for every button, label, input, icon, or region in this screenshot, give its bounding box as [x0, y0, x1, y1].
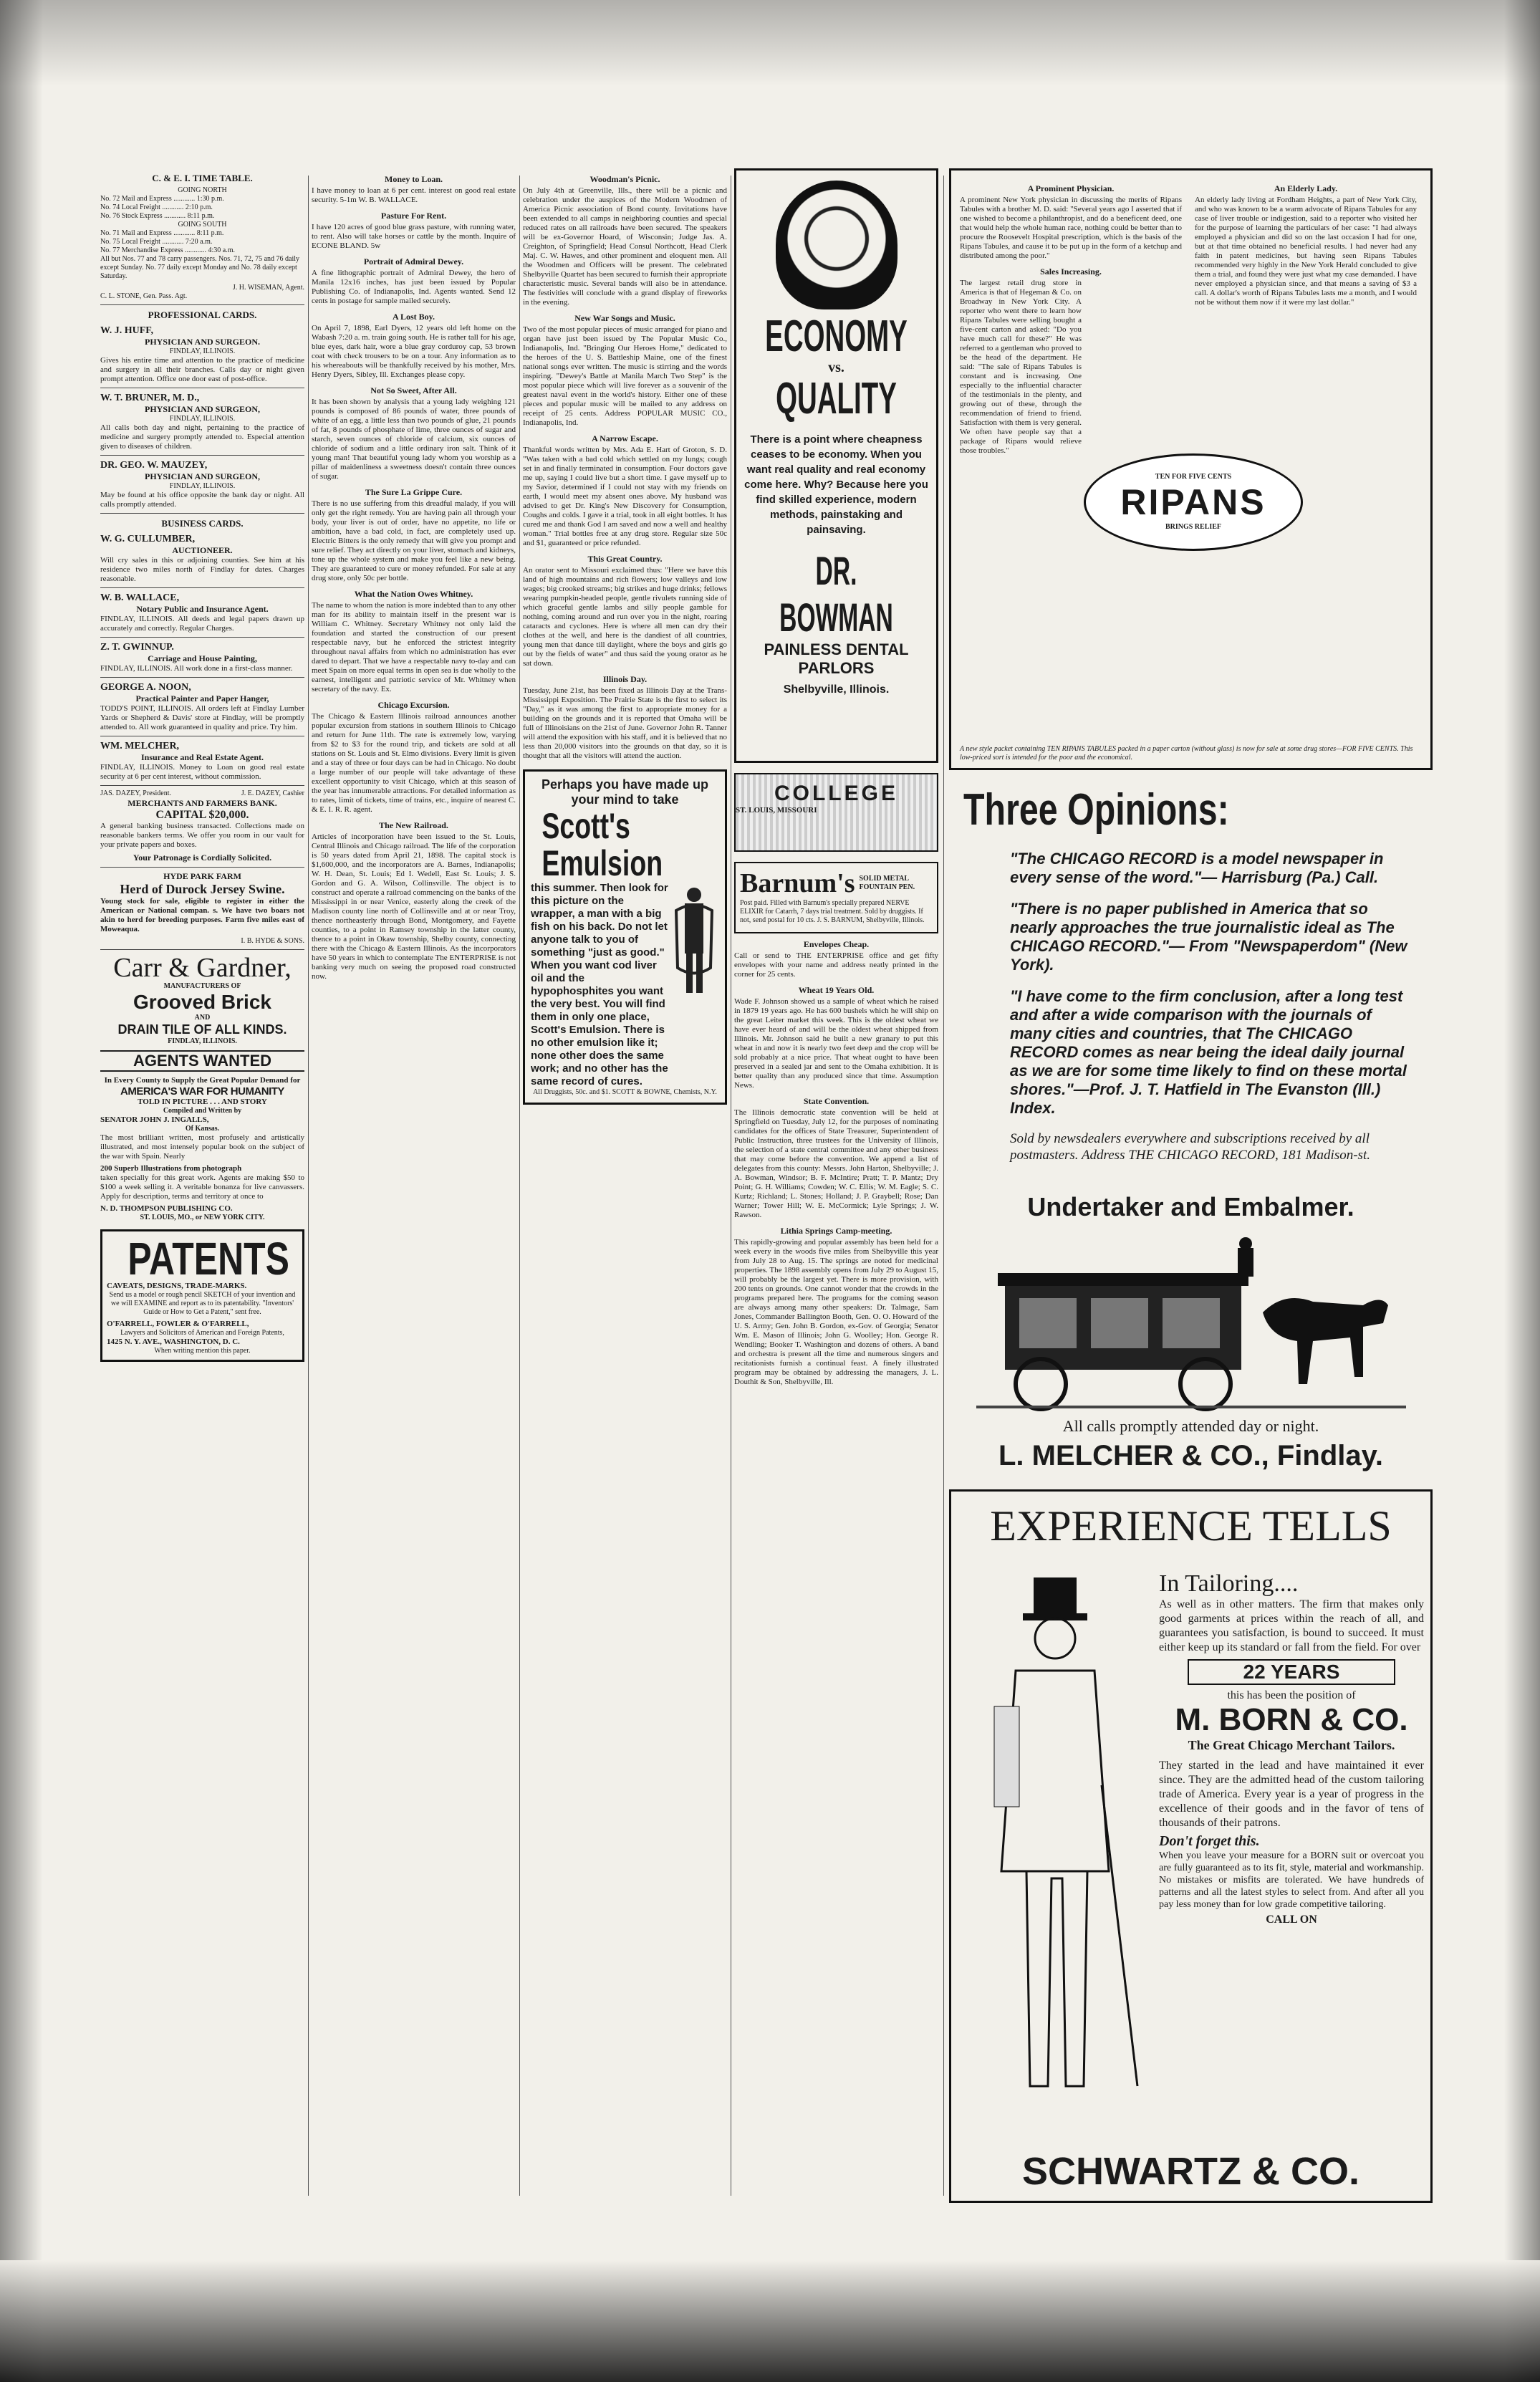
- barnum-sub: SOLID METAL FOUNTAIN PEN.: [859, 875, 915, 891]
- bank-president: JAS. DAZEY, President.: [100, 789, 171, 797]
- business-cards-header: BUSINESS CARDS.: [161, 518, 244, 529]
- timetable-agent: J. H. WISEMAN, Agent.: [232, 284, 304, 292]
- experience-title: EXPERIENCE TELLS: [990, 1502, 1392, 1550]
- agents-body: The most brilliant written, most profusely and artistically illustrated, and most intensely popular book on the subject of the war with Spain. Nearly: [100, 1133, 304, 1161]
- agents-compiled: Compiled and Written by: [163, 1107, 242, 1115]
- patents-ad: [100, 1229, 304, 1362]
- article-body: I have 120 acres of good blue grass pasture, with running water, to rent. Also will take horses or cattle by the month. Inquire of ECONE BLAND. 5w: [312, 223, 516, 250]
- undertaker-title: Undertaker and Embalmer.: [1027, 1192, 1354, 1221]
- ripans-logo-bottom: BRINGS RELIEF: [1165, 523, 1222, 531]
- article-head: A Lost Boy.: [392, 312, 435, 322]
- article-head: The New Railroad.: [379, 820, 448, 830]
- column-4: [734, 168, 938, 1390]
- patents-title: PATENTS: [127, 1233, 289, 1284]
- card-name: GEORGE A. NOON,: [100, 682, 191, 693]
- patents-addr: 1425 N. Y. AVE., WASHINGTON, D. C.: [107, 1338, 240, 1346]
- ripans-left-head: A Prominent Physician.: [1027, 183, 1115, 193]
- article-head: State Convention.: [803, 1096, 870, 1106]
- article-head: Portrait of Admiral Dewey.: [363, 256, 464, 266]
- divider: [100, 513, 304, 514]
- divider: [100, 455, 304, 456]
- experience-tells-ad: [949, 1489, 1433, 2203]
- card-title: PHYSICIAN AND SURGEON.: [144, 337, 261, 347]
- ripans-logo-top: TEN FOR FIVE CENTS: [1155, 473, 1232, 481]
- bank-body: A general banking business transacted. Collections made on reasonable bankers terms. We offer you room in our vault for your private papers and boxes.: [100, 822, 304, 849]
- card-title: Practical Painter and Paper Hanger,: [135, 693, 269, 703]
- experience-body-3: When you leave your measure for a BORN suit or overcoat you are fully guaranteed as to its fit, style, material and workmanship. No mistakes or misfits are tolerated. We have hundreds of patterns and all the latest styles to select from. And after all you pay less money than for low grade competitive tailoring.: [1159, 1850, 1424, 1910]
- card-name: W. J. HUFF,: [100, 325, 154, 336]
- timetable-south-3: No. 77 Merchandise Express ............ 4:30 a.m.: [100, 246, 236, 254]
- professional-cards-header: PROFESSIONAL CARDS.: [148, 309, 257, 320]
- ripans-right-head: An Elderly Lady.: [1274, 183, 1338, 193]
- agents-ad: [100, 1050, 304, 1222]
- scott-name-1: Scott's: [542, 806, 630, 846]
- article-head: Money to Loan.: [385, 174, 443, 184]
- article-body: On April 7, 1898, Earl Dyers, 12 years old left home on the Wabash 7:20 a. m. train going south. He is rather tall for his age, blue eyes, dark hair, wore a blue gray corduroy cap, 53 brown coat with check trousers to be on a tour. Any information as to his whereabouts will be thankfully received by his mother, Mrs. Henry Dyers, Sibley, Ill. Exchanges please copy.: [312, 324, 516, 379]
- timetable-note: All but Nos. 77 and 78 carry passengers. Nos. 71, 72, 75 and 76 daily except Sunday. No. 77 daily except Monday and No. 78 daily except Saturday.: [100, 255, 300, 280]
- card-title: Insurance and Real Estate Agent.: [140, 752, 264, 762]
- carr-gardner-ad: [100, 954, 304, 1046]
- economy-painless: PAINLESS DENTAL PARLORS: [764, 640, 909, 677]
- article-body: The Chicago & Eastern Illinois railroad announces another popular excursion from stations in southern Illinois to Chicago and return for June 11th. The rate is extremely low, varying from $2 to $3 for the round trip, and tickets are sold at all stations on St. Louis and St. Elmo divisions. Every limit is given and a stay of three or four days can be had in Chicago. No doubt a large number of our people will take advantage of these excellent opportunity to visit Chicago, which at this season of the year has innumerable attractions. For detailed information as to rates, limit of tickets, time of trains, etc., inquire of nearest C. & E. I. R. R. agent.: [312, 712, 516, 814]
- ripans-left-body-2: The largest retail drug store in America is that of Hegeman & Co. on Broadway in New York City. A reporter who went there to learn how Ripans Tabules were selling bought a five-cent carton and asked: "Do you have much call for these?" He was referred to a gentleman who proved to be the head of the department. He said: "The sale of Ripans Tabules is constant and is increasing. One especially to the influential character of the testimonials in the plenty, and growing out of these, through the recommendation of friend to friend. Satisfaction with them is very general. We often have people say that a package of Ripans would relieve those troubles.": [960, 279, 1082, 455]
- timetable-south-1: No. 71 Mail and Express ............ 8:11 p.m.: [100, 229, 224, 237]
- record-note: Sold by newsdealers everywhere and subscriptions received by all postmasters. Address THE CHICAGO RECORD, 181 Madison-st.: [1010, 1131, 1370, 1163]
- card-name: W. T. BRUNER, M. D.,: [100, 393, 200, 403]
- article-head: Chicago Excursion.: [377, 700, 450, 710]
- article-body: This rapidly-growing and popular assembly has been held for a week every in the woods five miles from Shelbyville this year from July 28 to Aug. 15. The springs are noted for medicinal properties. The 1898 assembly opens from July 29 to August 15, will probably be the largest yet. There is more provision, with 200 tents on grounds. One cannot wonder that the crowds in the programs prepared here. The programs for the coming season are always among many other speakers: Dr. Talmage, Sam Jones, Commander Ballington Booth, Gen. O. O. Howard of the U. S. Army; Gen. John B. Gordon, ex-Gov. of Georgia; Senator Wm. E. Mason of Illinois; John G. Woolley; Hon. George R. Wendling; Booker T. Washington and dozens of others. A band and orchestra is present all the time and numerous singers and recitationists furnish a continual feast. A finely illustrated program may be obtained by addressing the managers, J. L. Douthit & Son, Shelbyville, Ill.: [734, 1238, 938, 1386]
- patents-body: Send us a model or rough pencil SKETCH of your invention and we will EXAMINE and report as to its patentability. "Inventors' Guide or How to Get a Patent," sent free.: [109, 1291, 296, 1316]
- card-body: FINDLAY, ILLINOIS. Money to Loan on good real estate security at 6 per cent interest, without commission.: [100, 763, 304, 781]
- right-section: [949, 168, 1433, 2203]
- hearse-illustration: [976, 1234, 1406, 1413]
- agents-pubplace: ST. LOUIS, MO., or NEW YORK CITY.: [140, 1214, 265, 1221]
- article-body: There is no use suffering from this dreadful malady, if you will only get the right remedy. You are having pain all through your body, your liver is out of order, have no appetite, no life or ambition, have a bad cold, in fact, are completely used up. Electric Bitters is the only remedy that will give you prompt and sure relief. They act directly on your liver, stomach and kidneys, tone up the whole system and make you feel like a new being. They are guaranteed to cure or money refunded. For sale at any drug store, only 50c per bottle.: [312, 499, 516, 582]
- agents-publisher: N. D. THOMPSON PUBLISHING CO.: [100, 1204, 233, 1213]
- scott-emulsion-ad: [523, 769, 727, 1105]
- column-rule: [308, 176, 309, 2196]
- economy-ad: [734, 168, 938, 763]
- timetable-gpa: C. L. STONE, Gen. Pass. Agt.: [100, 292, 188, 300]
- card-body: FINDLAY, ILLINOIS. All work done in a first-class manner.: [100, 664, 293, 673]
- article-body: A fine lithographic portrait of Admiral Dewey, the hero of Manila 12x16 inches, has just been issued by Popular Publishing Co. of Indianapolis, Ind. Agents wanted. Send 12 cents in postage for sample mailed securely.: [312, 269, 516, 305]
- ripans-left-head-2: Sales Increasing.: [1040, 266, 1102, 277]
- card-name: DR. GEO. W. MAUZEY,: [100, 460, 208, 471]
- economy-dr: DR. BOWMAN: [779, 548, 893, 640]
- article-head: New War Songs and Music.: [574, 313, 675, 323]
- experience-copy: [1159, 1570, 1424, 1926]
- bank-tagline: Your Patronage is Cordially Solicited.: [133, 853, 272, 863]
- barnum-title: Barnum's: [740, 868, 855, 898]
- carr-drain: DRAIN TILE OF ALL KINDS.: [117, 1022, 287, 1037]
- card-name: WM. MELCHER,: [100, 741, 180, 751]
- scan-shadow-left: [0, 0, 43, 2382]
- article-body: Articles of incorporation have been issued to the St. Louis, Central Illinois and Chicago railroad. The life of the corporation is 50 years dated from April 21, 1898. The capital stock is $1,600,000, and the incorporators are A. Barnes, Indianapolis; W. H. Dean, St. Louis; Ed I. Wedell, East St. Louis; J. S. Gordon and G. A. Wilson, Collinsville. The object is to construct and operate a railroad commencing on the banks of the Mississippi in or near Venice, easterly along the creek of the Madison county line north of Collinsville and at or near Troy, thence northeasterly through Bond, Montgomery, and Fayette counties, to a point in Ramsey township in the latter county, thence to a point in Okaw township, Shelby county, connecting there with the Chicago & Eastern Illinois. As the incorporators have 50 years in which to contemplate The ENTERPRISE is not banking very much on seeing the proposed road constructed now.: [312, 832, 516, 981]
- newspaper-page: [93, 168, 1433, 2217]
- schwartz-name: SCHWARTZ & CO.: [1022, 2150, 1359, 2193]
- ripans-right: [1195, 178, 1417, 310]
- agents-book: AMERICA'S WAR FOR HUMANITY: [120, 1085, 284, 1098]
- article-head: Envelopes Cheap.: [803, 939, 870, 949]
- card-body: Gives his entire time and attention to the practice of medicine and surgery in all their branches. Calls day or night given prompt attention. Office one door east of post-office.: [100, 356, 304, 383]
- article-head: Wheat 19 Years Old.: [798, 985, 875, 995]
- divider: [100, 304, 304, 305]
- article-body: On July 4th at Greenville, Ills., there will be a picnic and celebration under the auspices of the Modern Woodmen of America Picnic association of Bond county. Invitations have been extended to all camps in neighboring counties and special reduced rates on all railroads have been secured. The speakers will be ex-Governor Hoard, of Wisconsin; Judge Jas. A. Creighton, of Springfield; Head Consul Northcott, Head Clerk Maj. C. W. Hawes, and other prominent and eloquent men. All the Woodmen and Officers will be present. The celebrated Shelbyville Quartet has been secured to furnish their appropriate characteristic music. Several bands will also be in attendance. The festivities will conclude with a grand display of fireworks in the evening.: [523, 186, 727, 307]
- scan-shadow-top: [0, 0, 1540, 86]
- gentleman-illustration: [966, 1570, 1145, 2122]
- economy-town: Shelbyville, Illinois.: [783, 683, 890, 696]
- article-head: Pasture For Rent.: [380, 211, 447, 221]
- economy-vs: vs.: [828, 360, 844, 375]
- column-1: [100, 168, 304, 1362]
- economy-word: ECONOMY: [765, 312, 908, 361]
- agents-state: Of Kansas.: [185, 1125, 220, 1133]
- timetable-south-2: No. 75 Local Freight ............ 7:20 a.m.: [100, 238, 213, 246]
- scan-shadow-right: [1504, 0, 1540, 2382]
- quote-2: "There is no paper published in America that so nearly approaches the true journalistic ideal as The CHICAGO RECORD."— From "Newspaperdom" (New York).: [1010, 900, 1407, 974]
- agents-body2: taken specially for this great work. Agents are making $50 to $100 a week selling it. A veritable bonanza for live canvassers. Apply for description, terms and territory at once to: [100, 1173, 304, 1201]
- quote-1: "The CHICAGO RECORD is a model newspaper in every sense of the word."— Harrisburg (Pa.) Call.: [1010, 850, 1384, 886]
- college-sub: ST. LOUIS, MISSOURI: [736, 806, 817, 815]
- experience-forget: Don't forget this.: [1159, 1833, 1260, 1849]
- carr-brick: Grooved Brick: [133, 991, 271, 1013]
- carr-place: FINDLAY, ILLINOIS.: [168, 1037, 237, 1045]
- experience-years: 22 YEARS: [1188, 1659, 1395, 1685]
- carr-mfr: MANUFACTURERS OF: [163, 982, 241, 990]
- column-rule: [519, 176, 520, 2196]
- divider: [100, 677, 304, 678]
- experience-born: M. BORN & CO.: [1175, 1702, 1408, 1737]
- college-ad: [734, 773, 938, 852]
- article-head: Not So Sweet, After All.: [370, 385, 457, 395]
- divider: [100, 867, 304, 868]
- article-head: This Great Country.: [587, 554, 663, 564]
- card-place: FINDLAY, ILLINOIS.: [169, 415, 236, 423]
- experience-body: As well as in other matters. The firm that makes only good garments at prices within the reach of all, and guarantees you satisfaction, is bound to succeed. It must either keep up its standard or fall from the field. For over: [1159, 1598, 1424, 1653]
- barnum-ad: [734, 862, 938, 933]
- timetable-south-label: GOING SOUTH: [178, 221, 227, 229]
- article-body: The Illinois democratic state convention will be held at Springfield on Tuesday, July 12, for the purposes of nominating candidates for the offices of State Treasurer, Superintendent of Public Instruction, three trustees for the University of Illinois, the selection of a state central committee and any other business that may come before the convention. We append a list of delegates from this county: Messrs. John Harton, Shelbyville; J. A. Bowman, Windsor; B. F. McIntire; Pratt; T. P. Mantz; Dry Point; G. H. Williams; Cowden; W. C. Ellis; W. M. Eagle; S. C. Kurtz; Richland; L. Stones; Holland; J. P. Graybell; Rose; Dan Warner; Tower Hill; W. E. McCormick; Lyle Springs; J. W. Rawson.: [734, 1108, 938, 1219]
- undertaker-firm: L. MELCHER & CO., Findlay.: [998, 1440, 1384, 1471]
- quality-word: QUALITY: [776, 374, 897, 423]
- column-3: [523, 168, 727, 1105]
- agents-header: AGENTS WANTED: [100, 1050, 304, 1072]
- college-title: COLLEGE: [774, 782, 898, 805]
- patents-firm-sub: Lawyers and Solicitors of American and Foreign Patents,: [120, 1329, 284, 1337]
- ripans-logo: [1084, 453, 1303, 551]
- card-body: Will cry sales in this or adjoining counties. See him at his residence two miles north of Findlay for dates. Charges reasonable.: [100, 556, 304, 583]
- timetable-north-3: No. 76 Stock Express ............ 8:11 p.m.: [100, 212, 215, 220]
- agents-illus: 200 Superb Illustrations from photograph: [100, 1164, 242, 1173]
- experience-call: CALL ON: [1266, 1913, 1317, 1926]
- scott-foot: All Druggists, 50c. and $1. SCOTT & BOWNE, Chemists, N.Y.: [533, 1088, 717, 1096]
- hyde-farm: HYDE PARK FARM: [163, 871, 241, 881]
- experience-position: this has been the position of: [1227, 1689, 1356, 1701]
- timetable-north-label: GOING NORTH: [178, 186, 227, 194]
- ripans-ad: [949, 168, 1433, 770]
- experience-born-sub: The Great Chicago Merchant Tailors.: [1188, 1738, 1395, 1752]
- column-2: [312, 168, 516, 984]
- ripans-logo-text: RIPANS: [1120, 482, 1266, 522]
- scott-lead: Perhaps you have made up your mind to take: [541, 777, 709, 807]
- bank-officers: [100, 789, 304, 798]
- card-place: FINDLAY, ILLINOIS.: [169, 482, 236, 490]
- ripans-left: [960, 178, 1182, 458]
- bank-capital: CAPITAL $20,000.: [155, 809, 249, 821]
- card-title: PHYSICIAN AND SURGEON,: [144, 471, 261, 481]
- article-body: Wade F. Johnson showed us a sample of wheat which he raised in 1879 19 years ago. He has 600 bushels which he will ship on the great Leiter market this week. This is the oldest wheat we have ever heard of and will be the oldest wheat shipped from Illinois. Mr. Johnson said he built a new granary to put this wheat in and now it is nearly two feet deep and the crop will be sold probably at a nice price. That wheat ought to have been preserved in a sealed jar and sent to the Omaha exhibition. It is better quality than any produced since that time. Assumption News.: [734, 997, 938, 1090]
- article-body: The name to whom the nation is more indebted than to any other man for its ability to maintain itself in the present war is William C. Whitney. Secretary Whitney not only laid the foundation and started the construction of our present respectable navy, but he enforced the strictest integrity throughout naval affairs from which no administration has ever dared to depart. That we have a respectable navy to-day and can meet Spain on more equal terms in open sea is due wholly to the earnest, intelligent and patriotic service of Mr. Whitney when secretary of the navy. Ex.: [312, 601, 516, 693]
- card-body: All calls both day and night, pertaining to the practice of medicine and surgery promptly attended to. Especial attention given to diseases of children.: [100, 423, 304, 451]
- barnum-body: Post paid. Filled with Barnum's specially prepared NERVE ELIXIR for Catarrh, 7 days trial treatment. Sold by druggists. If not, send postal for 10 cts. J. S. BARNUM, Shelbyville, Illinois.: [740, 899, 925, 924]
- divider: [100, 587, 304, 588]
- economy-body: There is a point where cheapness ceases to be economy. When you want real quality and real economy come here. Why? Because here you find skilled experience, modern methods, painstaking and painsaving.: [744, 433, 928, 536]
- divider: [100, 637, 304, 638]
- three-opinions-title: Three Opinions:: [963, 785, 1229, 835]
- carr-and: AND: [194, 1014, 211, 1022]
- article-head: Woodman's Picnic.: [589, 174, 660, 184]
- fisherman-icon: [669, 882, 719, 1004]
- article-body: Two of the most popular pieces of music arranged for piano and organ have just been issued by The Popular Music Co., Indianapolis, Ind. "Bringing Our Heroes Home," dedicated to the heroes of the U. S. Battleship Maine, one of the finest national songs ever written. The music is stirring and the words inspiring. "Dewey's Battle at Manila March Two Step" is the most popular piece which will live forever as a souvenir of the greatest naval event in the world's history. Either one of these pieces and popular music will be mailed to any address on receipt of 25 cents. Address POPULAR MUSIC CO., Indianapolis, Ind.: [523, 325, 727, 427]
- quote-3: "I have come to the firm conclusion, after a long test and after a wide comparison with the journals of many cities and countries, that The CHICAGO RECORD comes as near being the ideal daily journal as we are for some time likely to find on these mortal shores."—Prof. J. T. Hatfield in The Evanston (Ill.) Index.: [1010, 987, 1407, 1117]
- ripans-right-body: An elderly lady living at Fordham Heights, a part of New York City, and who was known to be a warm advocate of Ripans Tabules for any case of liver trouble or indigestion, said to a reporter who visited her for the purpose of learning the particulars of her case: "I had always employed a physician and did so on the last occasion I had for one, but at that time obtained no beneficial results. I had never had any faith in patent medicines, but having seen Ripans Tabules recommended very highly in the New York Herald concluded to give them a trial, and found they were just what my case demanded. I have never employed a physician since, and that means a saving of $3 a call. A dollar's worth of Ripans Tabules lasts me a month, and I would not be without them now if it were my last dollar.": [1195, 196, 1417, 307]
- undertaker-calls: All calls promptly attended day or night.: [1062, 1417, 1319, 1435]
- article-body: It has been shown by analysis that a young lady weighing 121 pounds is composed of 86 pounds of water, three pounds of white of an egg, a little less than two pounds of glue, 21 pounds of fat, 8 pounds of phosphate of lime, three ounces of sugar and starch, seven ounces of chloride of calcium, six ounces of chloride of sodium and a little ordinary iron salt. Think of it young man! That beautiful young lady whom you worship as a pillar of maidenliness a sweetness doesn't contain three ounces of sugar.: [312, 398, 516, 481]
- patents-foot: When writing mention this paper.: [154, 1347, 251, 1355]
- card-body: FINDLAY, ILLINOIS. All deeds and legal papers drawn up accurately and correctly. Regular Charges.: [100, 615, 304, 633]
- article-body: Call or send to THE ENTERPRISE office and get fifty envelopes with your name and address neatly printed in the corner for 25 cents.: [734, 951, 938, 979]
- experience-body-2: They started in the lead and have maintained it ever since. They are the admitted head of the custom tailoring trade of America. Every year is a year of progress in the excellence of their goods and in the favor of tens of thousands of their patrons.: [1159, 1759, 1424, 1829]
- agents-sub: In Every County to Supply the Great Popular Demand for: [104, 1076, 301, 1085]
- timetable-north-1: No. 72 Mail and Express ............ 1:30 p.m.: [100, 195, 224, 203]
- hyde-body: Young stock for sale, eligible to register in either the American or National compan. s. We have two boars not akin to herd for breeding purposes. Farm five miles east of Moweaqua.: [100, 897, 304, 933]
- article-body: Thankful words written by Mrs. Ada E. Hart of Groton, S. D. "Was taken with a bad cold which settled on my lungs; cough set in and finally terminated in consumption. Four doctors gave me up, saying I could live but a short time. I gave myself up to my Savior, determined if I could not stay with my friends on earth, I would meet my absent ones above. My husband was advised to get Dr. King's New Discovery for Consumption, Coughs and colds. I gave it a trial, took in all eight bottles. It has cured me and thank God I am saved and now a well and healthy woman." Trial bottles free at any drug store. Regular size 50c and $1, guaranteed or price refunded.: [523, 446, 727, 547]
- bank-name: MERCHANTS AND FARMERS BANK.: [127, 798, 277, 808]
- card-place: FINDLAY, ILLINOIS.: [169, 347, 236, 355]
- experience-lead: In Tailoring....: [1159, 1570, 1299, 1597]
- divider: [100, 949, 304, 950]
- article-head: A Narrow Escape.: [592, 433, 658, 443]
- card-title: Carriage and House Painting,: [148, 653, 257, 663]
- card-body: TODD'S POINT, ILLINOIS. All orders left at Findlay Lumber Yards or Shepherd & Davis' store at Findlay, will be promptly attended to. All work guaranteed in quality and price. Try him.: [100, 704, 304, 731]
- woman-portrait: [776, 181, 897, 309]
- hyde-sign: I. B. HYDE & SONS.: [241, 937, 304, 945]
- article-head: Lithia Springs Camp-meeting.: [780, 1226, 892, 1236]
- card-name: W. G. CULLUMBER,: [100, 534, 196, 544]
- card-name: W. B. WALLACE,: [100, 592, 180, 603]
- article-head: What the Nation Owes Whitney.: [354, 589, 473, 599]
- scan-shadow-bottom: [0, 2260, 1540, 2382]
- card-body: May be found at his office opposite the bank day or night. All calls promptly attended.: [100, 491, 304, 509]
- article-head: Illinois Day.: [602, 674, 648, 684]
- scott-body: this summer. Then look for this picture on the wrapper, a man with a big fish on his back. Do not let anyone talk to you of something "just as good." When you want cod liver oil and the hypophosphites you want the very best. You will find them in only one place, Scott's Emulsion. There is no other emulsion like it; none other does the same work; and no other has the same record of cures.: [531, 882, 668, 1087]
- article-body: An orator sent to Missouri exclaimed thus: "Here we have this land of high mountains and rich flowers; low valleys and low wages; big crooked streams; big strikes and huge drinks; fellows wearing pumpkin-headed people, gentle rivulets running side of which graceful gentle lambs and silly people gamble for nothing, coming around and run over you in the night, roaring cataracts and cyclones. Here is where all men can dry their clothes at the well, and here is the dandiest of all countries, young men that dance till daylight, where the boys and girls go out by the fields of water" and thus said the young orator as he sat down.: [523, 566, 727, 668]
- timetable-north-2: No. 74 Local Freight ............ 2:10 p.m.: [100, 203, 213, 211]
- scott-name-2: Emulsion: [542, 843, 663, 883]
- agents-author: SENATOR JOHN J. INGALLS,: [100, 1115, 209, 1124]
- card-title: PHYSICIAN AND SURGEON,: [144, 404, 261, 414]
- ripans-left-body: A prominent New York physician in discussing the merits of Ripans Tabules with a brother M. D. said: "Several years ago I asserted that if one wished to become a philanthropist, and do a beneficent deed, one that would help the whole human race, nothing could be better than to procure the Roosevelt Hospital prescription, which is the basis of the Ripans Tabules, and cause it to be put up in the form of a ketchup and distributed among the poor.": [960, 196, 1182, 260]
- article-body: I have money to loan at 6 per cent. interest on good real estate security. 5-1m W. B. WALLACE.: [312, 186, 516, 204]
- patents-firm: O'FARRELL, FOWLER & O'FARRELL,: [107, 1320, 249, 1328]
- divider: [100, 785, 304, 786]
- timetable-title: C. & E. I. TIME TABLE.: [152, 173, 253, 183]
- carr-name: Carr & Gardner,: [113, 953, 292, 983]
- card-title: Notary Public and Insurance Agent.: [136, 604, 269, 614]
- article-body: Tuesday, June 21st, has been fixed as Illinois Day at the Trans-Mississippi Exposition. The Prairie State is the first to select its "Day," as it was among the first to appropriate money for a building on the grounds and it is reported that Omaha will be full of Illinoisians on the 21st of June. Governor John R. Tanner will attend the exposition with his staff, and it is believed that no less than 20,000 visitors into the grounds on that day, so it is thought that all the visitors will attend the auction.: [523, 686, 727, 760]
- bank-cashier: J. E. DAZEY, Cashier: [241, 789, 304, 797]
- article-head: The Sure La Grippe Cure.: [365, 487, 463, 497]
- card-name: Z. T. GWINNUP.: [100, 642, 174, 653]
- column-rule: [943, 176, 944, 2196]
- ripans-foot: A new style packet containing TEN RIPANS TABULES packed in a paper carton (without glass) is now for sale at some drug stores—FOR FIVE CENTS. This low-priced sort is intended for the poor and the economical.: [960, 745, 1413, 762]
- hyde-herd: Herd of Durock Jersey Swine.: [120, 882, 285, 896]
- card-title: AUCTIONEER.: [172, 545, 233, 555]
- agents-told: TOLD IN PICTURE . . . AND STORY: [138, 1098, 267, 1106]
- patents-sub: CAVEATS, DESIGNS, TRADE-MARKS.: [107, 1282, 247, 1290]
